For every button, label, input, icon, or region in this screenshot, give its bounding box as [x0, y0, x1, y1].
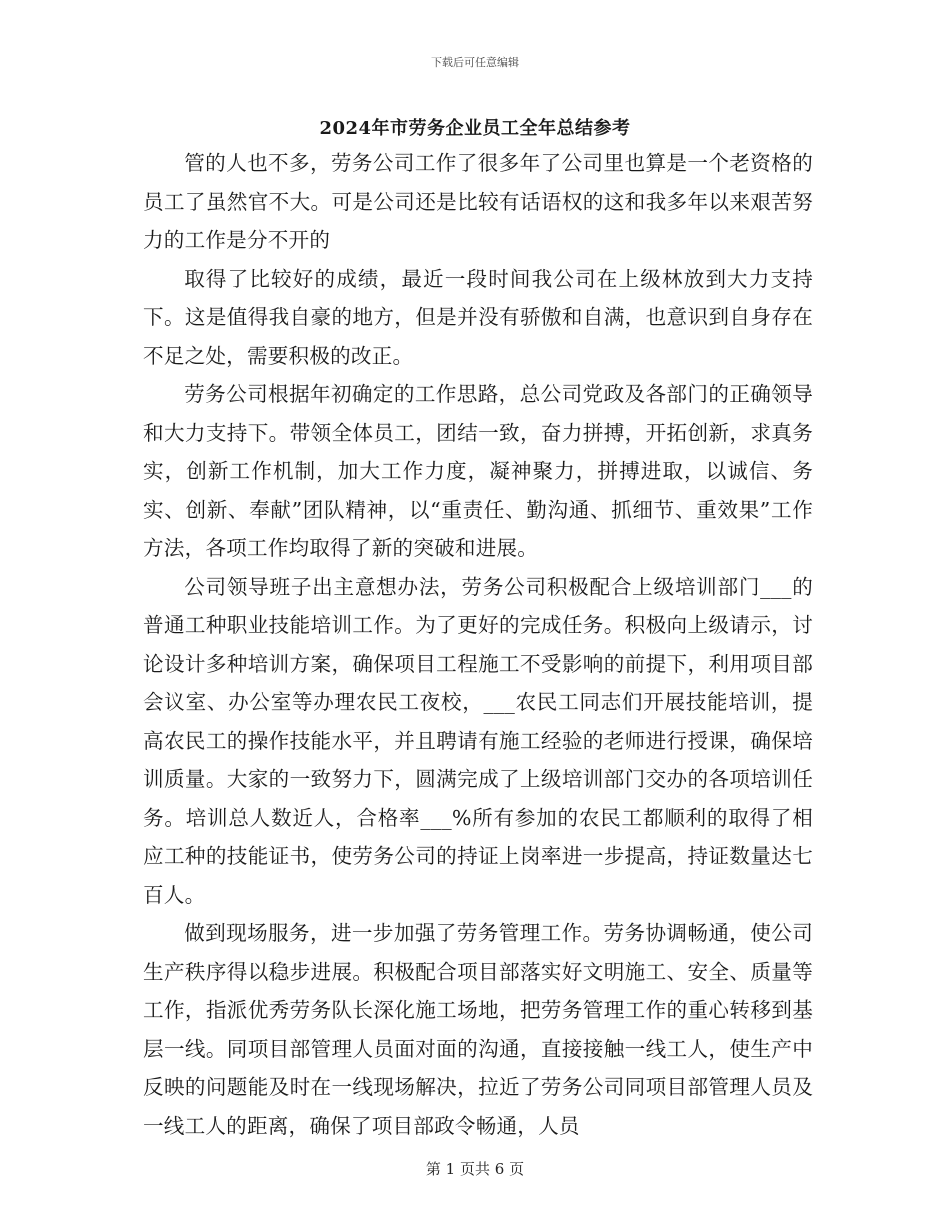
- paragraph-3: 劳务公司根据年初确定的工作思路，总公司党政及各部门的正确领导和大力支持下。带领全体员工，团结一致，奋力拼搏，开拓创新，求真务实，创新工作机制，加大工作力度，凝神聚力，拼搏进取，以诚信、务实、创新、奉献”团队精神，以“重责任、勤沟通、抓细节、重效果”工作方法，各项工作均取得了新的突破和进展。: [143, 382, 813, 560]
- page-header-note: 下载后可任意编辑: [431, 56, 519, 69]
- page-number-footer: 第 1 页共 6 页: [425, 1160, 525, 1178]
- document-body: [143, 144, 813, 1145]
- paragraph-1: 管的人也不多，劳务公司工作了很多年了公司里也算是一个老资格的员工了虽然官不大。可是公司还是比较有话语权的这和我多年以来艰苦努力的工作是分不开的: [143, 151, 813, 252]
- paragraph-5: 做到现场服务，进一步加强了劳务管理工作。劳务协调畅通，使公司生产秩序得以稳步进展。积极配合项目部落实好文明施工、安全、质量等工作，指派优秀劳务队长深化施工场地，把劳务管理工作的重心转移到基层一线。同项目部管理人员面对面的沟通，直接接触一线工人，使生产中反映的问题能及时在一线现场解决，拉近了劳务公司同项目部管理人员及一线工人的距离，确保了项目部政令畅通，人员: [143, 921, 813, 1138]
- paragraph-2: 取得了比较好的成绩，最近一段时间我公司在上级林放到大力支持下。这是值得我自豪的地方，但是并没有骄傲和自满，也意识到自身存在不足之处，需要积极的改正。: [143, 266, 813, 368]
- document-title: 2024年市劳务企业员工全年总结参考: [319, 118, 631, 139]
- paragraph-4: 公司领导班子出主意想办法，劳务公司积极配合上级培训部门___的普通工种职业技能培训工作。为了更好的完成任务。积极向上级请示，讨论设计多种培训方案，确保项目工程施工不受影响的前提下，利用项目部会议室、办公室等办理农民工夜校，___农民工同志们开展技能培训，提高农民工的操作技能水平，并且聘请有施工经验的老师进行授课，确保培训质量。大家的一致努力下，圆满完成了上级培训部门交办的各项培训任务。培训总人数近人，合格率___%所有参加的农民工都顺利的取得了相应工种的技能证书，使劳务公司的持证上岗率进一步提高，持证数量达七百人。: [143, 574, 813, 907]
